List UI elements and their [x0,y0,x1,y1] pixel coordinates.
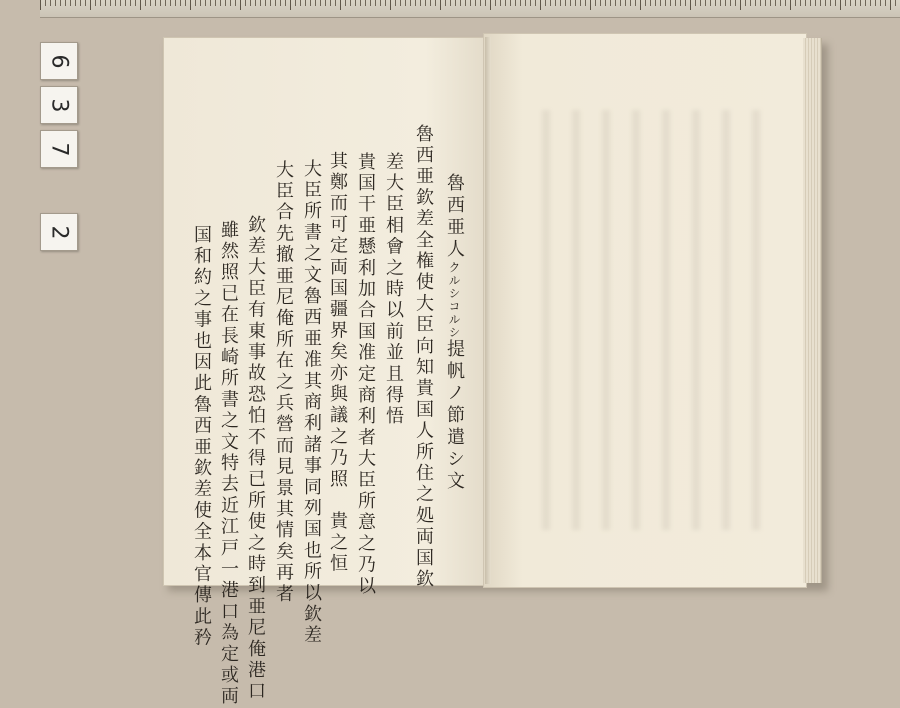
document-title [445,173,463,493]
catalog-tag-digit: 7 [46,142,72,156]
text-column: 大臣所書之文魯西亜准其商利諸事同列国也所以欽差 [301,159,322,647]
catalog-tag [40,86,78,124]
text-column: 其鄭而可定両国疆界矣亦與議之乃照 貴之恒 [327,151,348,575]
title-kana: クルシコルシ [447,261,461,339]
title-text: 提帆ノ節遣シ文 [444,339,465,493]
text-column: 大臣合先撤亜尼俺所在之兵營而見景其情矣再者 [273,160,294,606]
volume-tag [40,213,78,251]
catalog-tag-digit: 3 [46,98,72,112]
title-text: 魯西亜人 [444,173,465,261]
text-column: 雖然照已在長崎所書之文特去近江戸一港口為定或両 [218,220,239,708]
catalog-tag-digit: 6 [46,54,72,68]
catalog-tag [40,130,78,168]
ruler [40,0,900,18]
text-column: 貴国干亜懸利加合国准定商利者大臣所意之乃以 [355,152,376,598]
catalog-tag [40,42,78,80]
text-column: 差大臣相會之時以前並且得悟 [383,152,404,428]
book-gutter [485,37,491,584]
text-column: 魯西亜欽差全権使大臣向知貴国人所住之処両国欽 [413,124,434,591]
volume-tag-digit: 2 [46,225,72,239]
page-edges [803,38,822,583]
text-column: 国和約之事也因此魯西亜欽差使全本官傳此矜 [191,225,212,649]
bleed-through-text [520,110,760,530]
text-column: 欽差大臣有東事故恐怕不得已所使之時到亜尼俺港口 [245,215,266,703]
